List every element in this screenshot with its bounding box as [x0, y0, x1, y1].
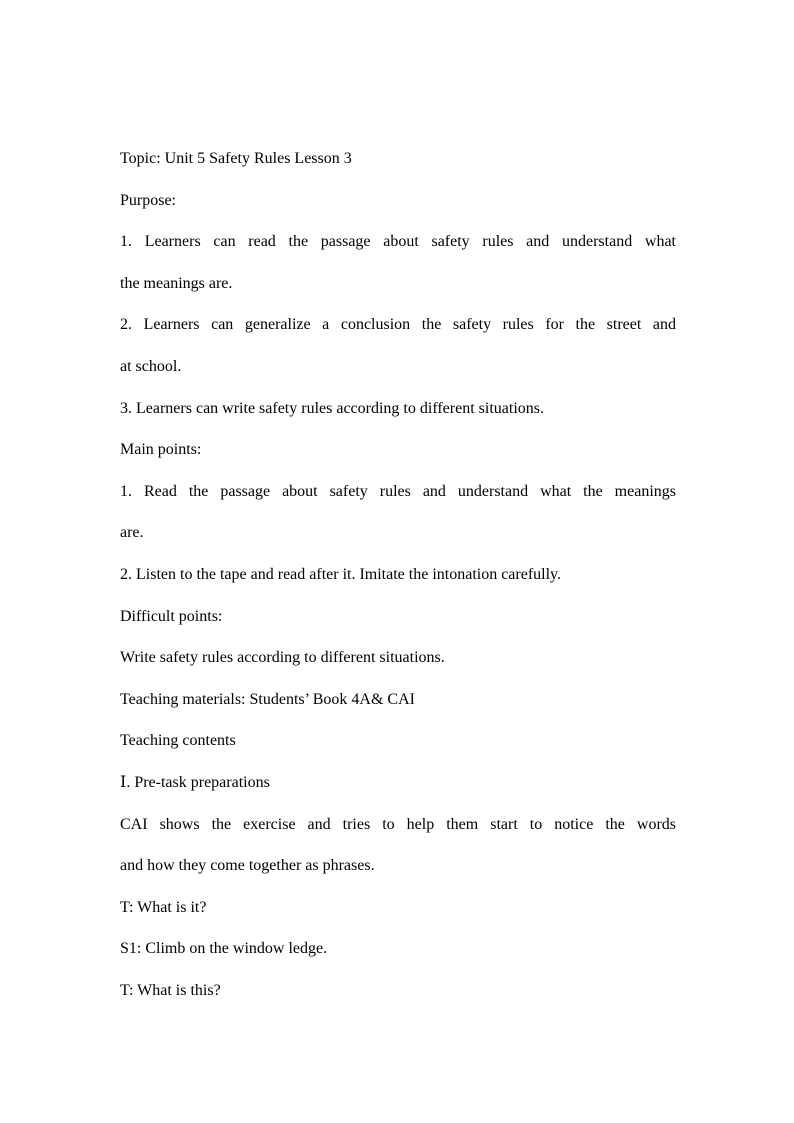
- dialogue-line-1: T: What is it?: [120, 898, 207, 916]
- document-body: [120, 145, 676, 1018]
- teaching-contents-heading: Teaching contents: [120, 732, 236, 750]
- main-point-1-line-1: 1. Read the passage about safety rules and understand what the meanings: [120, 482, 676, 500]
- pre-task-heading: Ⅰ. Pre-task preparations: [120, 773, 270, 791]
- difficult-points-heading: Difficult points:: [120, 607, 223, 625]
- main-point-1-line-2: are.: [120, 524, 144, 542]
- purpose-item-2-line-2: at school.: [120, 357, 182, 375]
- purpose-item-1-line-2: the meanings are.: [120, 274, 233, 292]
- cai-paragraph-line-2: and how they come together as phrases.: [120, 857, 375, 875]
- difficult-point-1: Write safety rules according to different situations.: [120, 649, 445, 667]
- dialogue-line-3: T: What is this?: [120, 981, 221, 999]
- topic-line: Topic: Unit 5 Safety Rules Lesson 3: [120, 150, 352, 167]
- dialogue-line-2: S1: Climb on the window ledge.: [120, 940, 328, 958]
- purpose-item-2-line-1: 2. Learners can generalize a conclusion the safety rules for the street and: [120, 316, 676, 334]
- cai-paragraph-line-1: CAI shows the exercise and tries to help them start to notice the words: [120, 815, 676, 833]
- main-points-heading: Main points:: [120, 441, 202, 459]
- main-point-2: 2. Listen to the tape and read after it. Imitate the intonation carefully.: [120, 565, 562, 583]
- purpose-item-3: 3. Learners can write safety rules according to different situations.: [120, 399, 544, 417]
- purpose-heading: Purpose:: [120, 191, 176, 209]
- purpose-item-1-line-1: 1. Learners can read the passage about safety rules and understand what: [120, 233, 676, 251]
- teaching-materials: Teaching materials: Students’ Book 4A& CAI: [120, 690, 415, 708]
